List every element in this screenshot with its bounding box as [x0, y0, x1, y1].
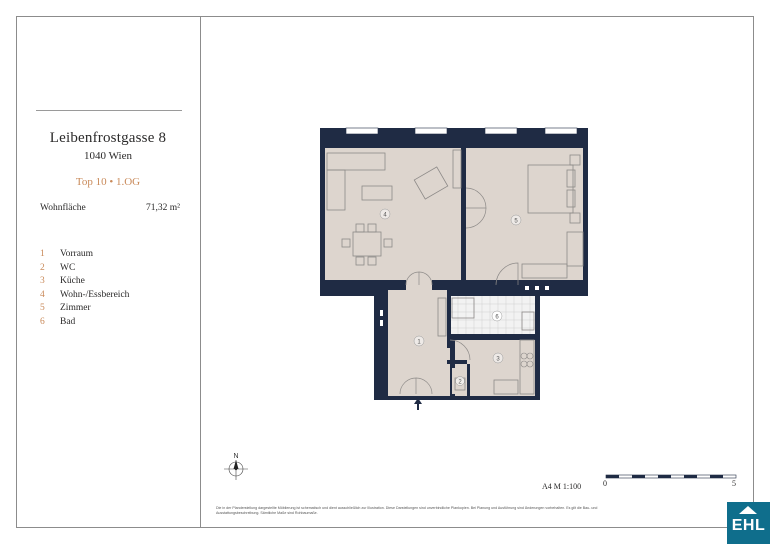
- room-name: WC: [60, 262, 76, 273]
- plan-label-5: 5: [514, 218, 518, 225]
- room-number: 5: [40, 303, 45, 314]
- room-number: 3: [40, 276, 45, 287]
- scale-start: 0: [603, 479, 607, 488]
- scale-label: A4 M 1:100: [542, 482, 582, 491]
- plan-label-3: 3: [496, 356, 500, 363]
- plan-label-1: 1: [417, 339, 421, 346]
- room-name: Wohn-/Essbereich: [60, 289, 130, 300]
- logo-text: EHL: [731, 517, 766, 534]
- compass-icon: [224, 453, 248, 480]
- scale-bar: [606, 475, 736, 478]
- unit-line: Top 10 • 1.OG: [75, 176, 141, 188]
- disclaimer-text: Die in der Planderstellung dargestellte Möblierung ist schematisch und dient ausschließlich zur Illustration. Diese Darstellungen sind unverbindliche Plankopien. Bei Planung und Ausführung sind Änderungen vorbehalten. Es gilt die Bau- und Ausstattungsbeschreibung. Sämtliche Maße sind Rohbaumaße.: [216, 506, 598, 516]
- room-name: Küche: [60, 276, 85, 287]
- room-5-floor: [466, 148, 583, 280]
- room-number: 2: [40, 262, 45, 273]
- room-name: Vorraum: [60, 249, 94, 259]
- plan-label-2: 2: [458, 379, 462, 386]
- room-name: Zimmer: [60, 303, 91, 314]
- living-area-label: Wohnfläche: [40, 203, 86, 213]
- ehl-logo: [727, 502, 770, 544]
- plan-label-4: 4: [383, 212, 387, 219]
- living-area-value: 71,32 m²: [146, 203, 180, 213]
- city-line: 1040 Wien: [84, 150, 132, 162]
- street-address: Leibenfrostgasse 8: [49, 130, 167, 146]
- plan-label-6: 6: [495, 314, 499, 321]
- roof-icon: [739, 506, 757, 514]
- room-name: Bad: [60, 316, 76, 327]
- scale-end: 5: [732, 479, 736, 488]
- room-number: 6: [40, 316, 45, 327]
- room-number: 4: [40, 289, 45, 300]
- compass-north-label: N: [233, 453, 239, 460]
- room-4-floor: [325, 148, 461, 280]
- room-number: 1: [40, 249, 45, 259]
